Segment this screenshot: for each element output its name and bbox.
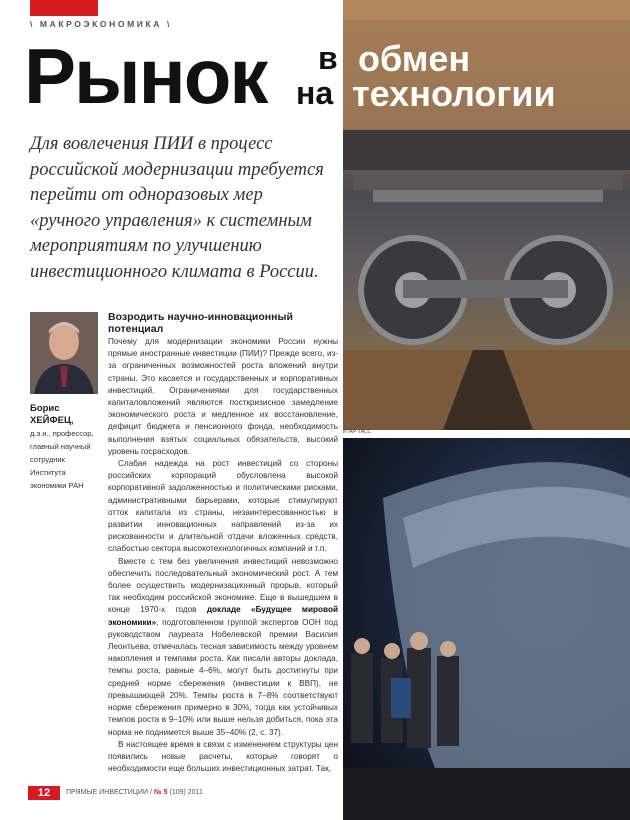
footer-magazine: ПРЯМЫЕ ИНВЕСТИЦИИ /	[66, 789, 152, 796]
body-paragraph-3	[108, 556, 338, 739]
body-paragraph-4: В настоящее время в связи с изменением структуры цен появились новые расчеты, которые говорят о необходимости еще больших инвестиционных затрат. Так,	[108, 739, 338, 774]
report-title: докладе «Будущее мировой экономики»	[108, 605, 338, 627]
photo-train-and-people	[343, 438, 630, 820]
body-paragraph-3a: Вместе с тем без увеличения инвестиций невозможно обеспечить последовательный экономический рост. А тем более осуществить модернизационный прорыв, который так необходим российской экономике. Еще в вышедшем в конце 1970-х годов	[108, 556, 338, 615]
author-block	[30, 403, 100, 492]
rubric-label: \ МАКРОЭКОНОМИКА \	[30, 19, 172, 29]
headline-main-word: Рынок	[24, 32, 267, 120]
body-paragraph-2: Слабая надежда на рост инвестиций со стороны российских корпораций обусловлена высокой корпоративной задолженностью и политическими рисками, административными барьерами, которые стимулируют отток капитала из страны, незаинтересованностью в развитии инновационных направлений из-за их рискованности и длительной отдачи вложенных средств, слабостью сектора высокотехнологичных компаний и т.п.	[108, 459, 338, 554]
article-body	[108, 336, 338, 775]
body-paragraph-3c: , подготовленном группой экспертов ООН под руководством лауреата Нобелевской премии Василия Леонтьева, отмечалась тесная зависимость между уровнем накопления и темпами роста. Как писали авторы доклада, темпы роста, равные 4–6%, могут быть достигнуты при средней норме сбережения (инвестиции к ВВП), не превышающей 20%. Темпы роста в 7–8% соответствуют норме сбережения примерно в 30%, тогда как устойчивых темпов роста в 9–10% или выше нельзя добиться, пока эта норма не поднимется выше 35–40% (2, с. 37).	[108, 617, 338, 737]
author-portrait	[30, 312, 98, 394]
page-number: 12	[28, 786, 60, 800]
photo-train-drawing	[343, 438, 630, 820]
author-portrait-drawing	[30, 312, 98, 394]
lead-paragraph: Для вовлечения ПИИ в процесс российской модернизации требуется перейти от одноразовых мер «ручного управления» к системным мероприятиям по улучшению инвестиционного климата в России.	[30, 134, 324, 282]
section-color-tab	[30, 0, 98, 16]
headline-word-v: в	[318, 40, 338, 76]
author-name: Борис ХЕЙФЕЦ,	[30, 403, 74, 426]
photo-credit: ИТАР-ТАСС	[343, 429, 372, 435]
body-paragraph-1: Почему для модернизации экономики России нужны прямые иностранные инвестиции (ПИИ)? Прежде всего, из-за ограниченных возможностей роста вложений внутри страны. Это касается и государственных и корпоративных инвестиций. Ограничениями для государственных капиталовложений являются посткризисное замедление экономического роста и медленное их восстановление, дефицит бюджета и пенсионного фонда, необходимость выполнения взятых социальных обязательств, высокий уровень госрасходов.	[108, 337, 338, 456]
section-subheading: Возродить научно-инновационный потенциал	[108, 311, 293, 335]
headline-word-tech: технологии	[352, 73, 556, 114]
footer-publication	[66, 789, 203, 796]
headline-word-na: на	[296, 75, 334, 111]
author-description: д.э.н., профессор, главный научный сотрудник Института экономики РАН	[30, 429, 94, 490]
headline-word-obmen: обмен	[358, 38, 471, 79]
footer-issue-year: (109) 2011	[169, 789, 203, 796]
footer-issue: № 5	[153, 789, 168, 796]
